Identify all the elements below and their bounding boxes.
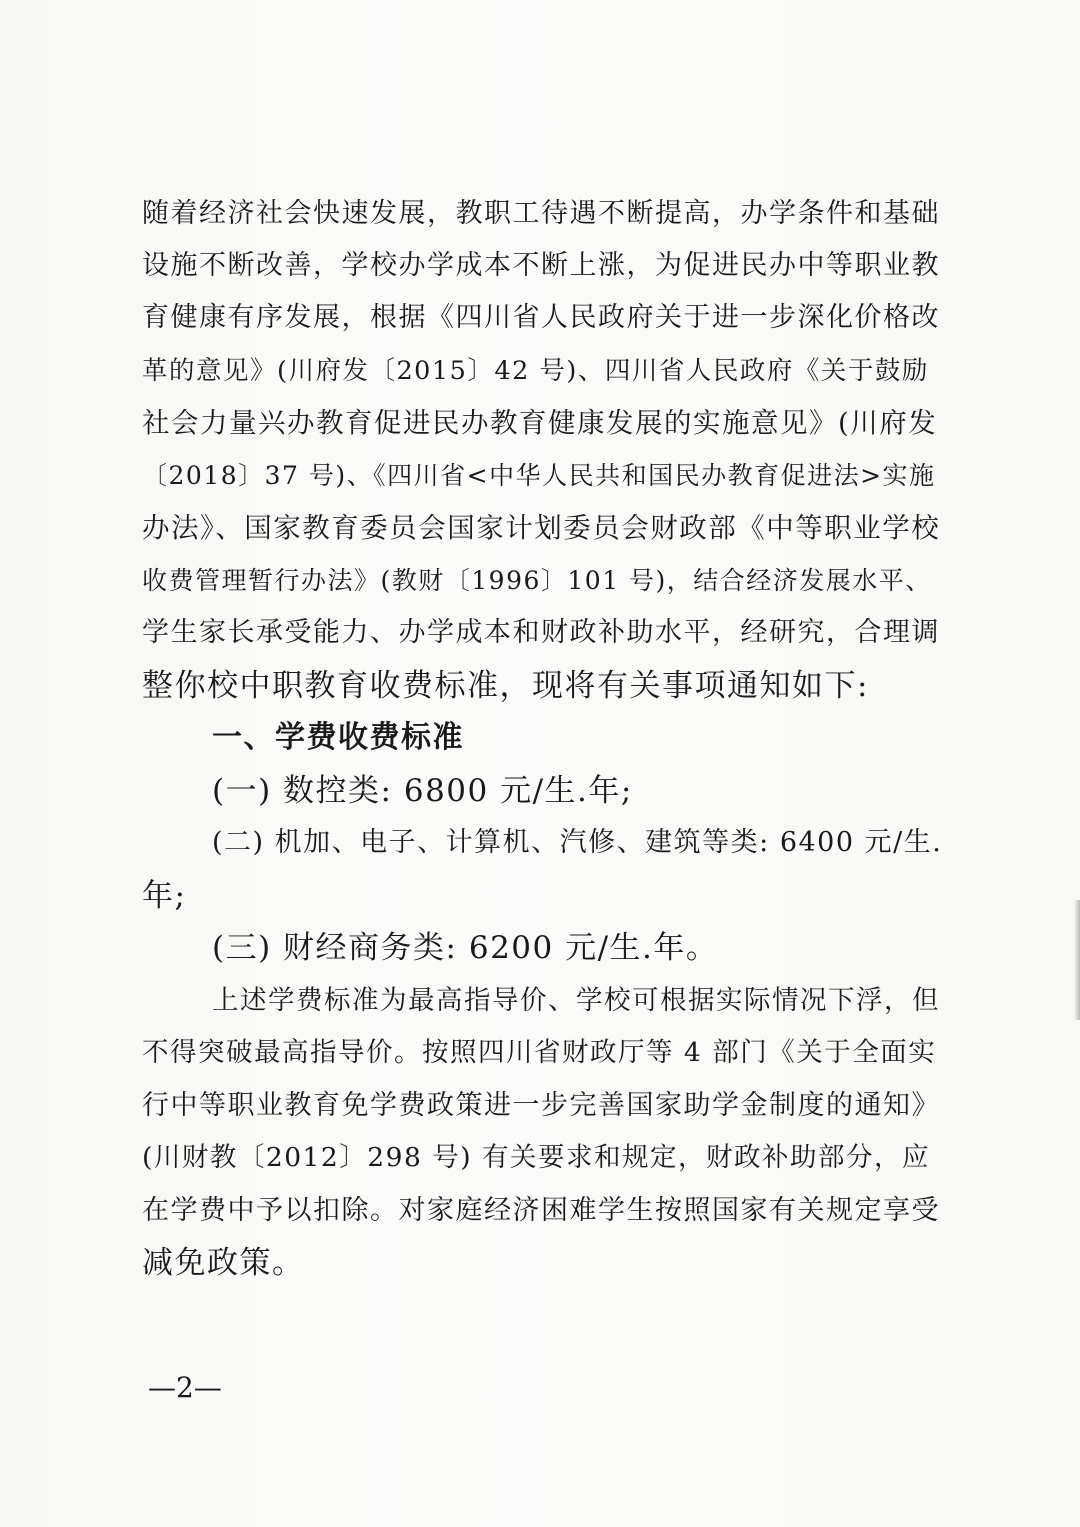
paragraph-line: 革的意见》(川府发〔2015〕42 号)、四川省人民政府《关于鼓励: [142, 356, 929, 386]
paragraph-line: 设施不断改善，学校办学成本不断上涨，为促进民办中等职业教: [142, 250, 940, 281]
paragraph-line: 在学费中予以扣除。对家庭经济困难学生按照国家有关规定享受: [142, 1195, 940, 1226]
fee-item-machining: (二) 机加、电子、计算机、汽修、建筑等类: 6400 元/生.: [212, 827, 943, 858]
paragraph-line: 办法》、国家教育委员会国家计划委员会财政部《中等职业学校: [142, 512, 941, 544]
paragraph-line: 减免政策。: [142, 1245, 305, 1281]
paragraph-line: 育健康有序发展，根据《四川省人民政府关于进一步深化价格改: [142, 302, 940, 333]
paragraph-line: 年;: [142, 878, 187, 914]
fee-item-cnc: (一) 数控类: 6800 元/生.年;: [212, 773, 633, 809]
paragraph-line: 上述学费标准为最高指导价、学校可根据实际情况下浮，但: [212, 985, 940, 1016]
paragraph-line: 学生家长承受能力、办学成本和财政补助水平，经研究，合理调: [142, 617, 940, 648]
paragraph-line: (川财教〔2012〕298 号) 有关要求和规定，财政补助部分，应: [142, 1142, 931, 1173]
paragraph-line: 〔2018〕37 号)、《四川省<中华人民共和国民办教育促进法>实施: [142, 461, 936, 490]
paragraph-line: 收费管理暂行办法》(教财〔1996〕101 号)，结合经济发展水平、: [142, 566, 932, 595]
paragraph-line: 整你校中职教育收费标准，现将有关事项通知如下:: [142, 668, 869, 704]
page-edge-shadow: [1074, 900, 1080, 1020]
paragraph-line: 不得突破最高指导价。按照四川省财政厅等 4 部门《关于全面实: [142, 1037, 937, 1068]
section-heading: 一、学费收费标准: [212, 720, 464, 755]
paragraph-line: 社会力量兴办教育促进民办教育健康发展的实施意见》(川府发: [142, 407, 938, 439]
paragraph-line: 行中等职业教育免学费政策进一步完善国家助学金制度的通知》: [142, 1090, 940, 1121]
fee-item-finance: (三) 财经商务类: 6200 元/生.年。: [212, 930, 719, 966]
page-number: —2—: [148, 1371, 222, 1404]
paragraph-line: 随着经济社会快速发展，教职工待遇不断提高，办学条件和基础: [142, 198, 940, 229]
